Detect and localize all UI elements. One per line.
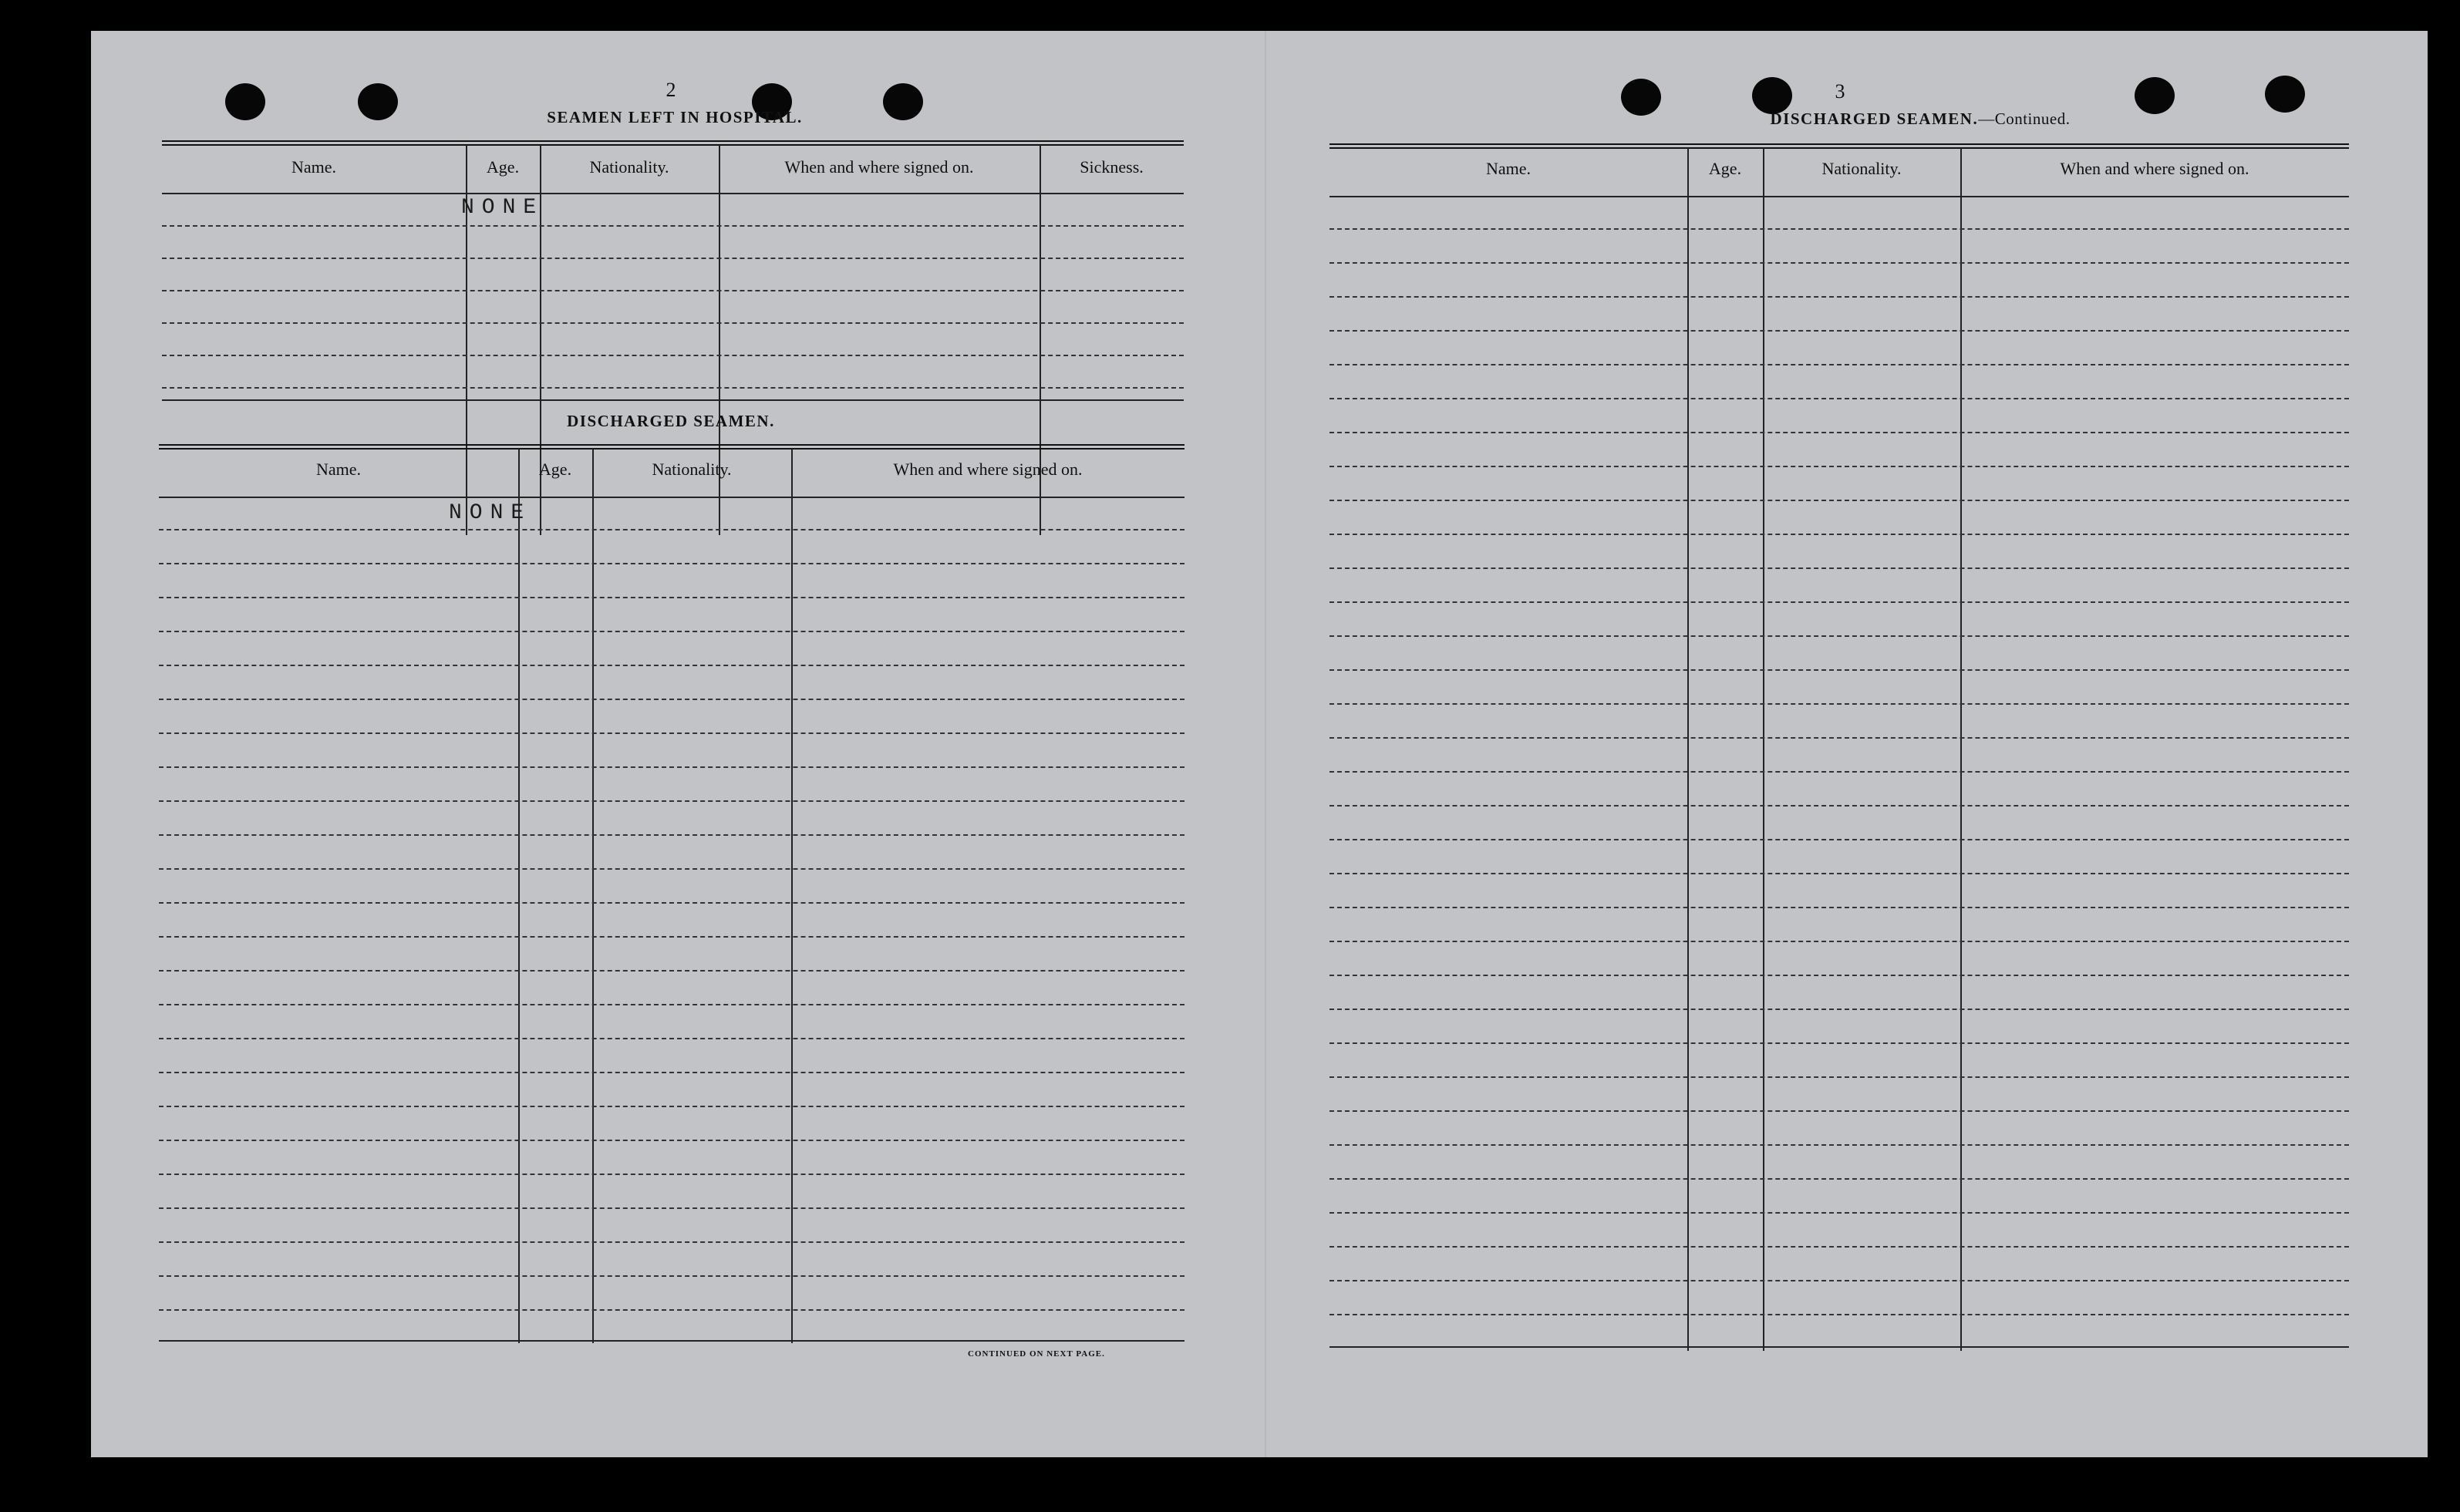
punch-hole	[2265, 76, 2305, 113]
table-row	[159, 1174, 1185, 1175]
table-row	[159, 834, 1185, 836]
table-row	[162, 322, 1184, 324]
table-row	[1329, 364, 2349, 365]
table-row	[159, 563, 1185, 564]
page-number: 2	[666, 79, 676, 101]
table-row	[159, 1275, 1185, 1277]
table-row	[162, 225, 1184, 227]
table-row	[159, 800, 1185, 802]
col-header-age: Age.	[1708, 159, 1742, 178]
table-row	[1329, 1246, 2349, 1248]
table-row	[159, 665, 1185, 666]
col-header-age: Age.	[486, 157, 520, 177]
table-row	[1329, 839, 2349, 840]
table-row	[1329, 296, 2349, 298]
table-row	[159, 1106, 1185, 1107]
table-row	[1329, 941, 2349, 942]
col-header-signed-on: When and where signed on.	[784, 157, 974, 177]
col-header-signed-on: When and where signed on.	[2060, 159, 2249, 178]
table-row	[1329, 1280, 2349, 1281]
table-row	[159, 902, 1185, 904]
table-row	[1329, 601, 2349, 603]
punch-hole	[2135, 77, 2175, 114]
table-row	[1329, 1110, 2349, 1112]
col-header-age: Age.	[538, 460, 572, 479]
col-header-name: Name.	[291, 157, 337, 177]
table-row	[1329, 262, 2349, 264]
table-row	[159, 1004, 1185, 1005]
table-row	[159, 1241, 1185, 1243]
punch-hole	[1752, 77, 1792, 114]
hospital-section-title: SEAMEN LEFT IN HOSPITAL.	[547, 108, 803, 126]
col-header-nationality: Nationality.	[652, 460, 732, 479]
punch-hole	[1621, 79, 1661, 116]
table-row	[1329, 1042, 2349, 1044]
table-row	[159, 766, 1185, 768]
table-row	[1329, 975, 2349, 976]
discharged-section-title: DISCHARGED SEAMEN.	[567, 412, 775, 430]
table-row	[159, 970, 1185, 972]
col-header-name: Name.	[315, 460, 362, 479]
table-row	[1329, 534, 2349, 535]
table-row	[1329, 1178, 2349, 1180]
table-row	[1329, 567, 2349, 569]
page-fold	[1265, 31, 1266, 1457]
discharged-table-right	[1329, 143, 2349, 1352]
table-row	[162, 387, 1184, 389]
table-row	[159, 936, 1185, 938]
discharged-continued-title-main: DISCHARGED SEAMEN.	[1770, 109, 1979, 128]
punch-hole	[225, 83, 265, 120]
table-row	[162, 258, 1184, 259]
col-header-name: Name.	[1485, 159, 1532, 178]
table-row	[1329, 669, 2349, 671]
table-row	[1329, 1009, 2349, 1010]
punch-hole	[358, 83, 398, 120]
table-row	[1329, 398, 2349, 399]
hospital-table	[162, 140, 1184, 402]
table-row	[162, 290, 1184, 291]
table-row	[159, 1038, 1185, 1039]
table-row	[1329, 1076, 2349, 1078]
table-row	[1329, 771, 2349, 773]
table-row	[159, 529, 1185, 530]
table-row	[1329, 1314, 2349, 1315]
table-row	[159, 732, 1185, 734]
table-row	[1329, 500, 2349, 501]
table-row	[159, 597, 1185, 598]
discharged-entry-none: NONE	[449, 501, 532, 525]
table-row	[159, 1207, 1185, 1209]
table-row	[159, 1072, 1185, 1073]
table-row	[159, 868, 1185, 870]
col-header-nationality: Nationality.	[1821, 159, 1902, 178]
table-row	[1329, 703, 2349, 705]
col-header-nationality: Nationality.	[589, 157, 669, 177]
table-row	[162, 355, 1184, 356]
table-row	[1329, 873, 2349, 874]
table-row	[1329, 1212, 2349, 1214]
discharged-table-left	[159, 444, 1185, 1346]
table-row	[1329, 907, 2349, 908]
table-row	[1329, 635, 2349, 637]
table-row	[1329, 1144, 2349, 1146]
continued-note: CONTINUED ON NEXT PAGE.	[968, 1349, 1105, 1359]
discharged-continued-title	[1658, 109, 2182, 129]
table-row	[1329, 228, 2349, 230]
table-row	[159, 1309, 1185, 1311]
page-number: 3	[1835, 80, 1845, 103]
table-row	[1329, 737, 2349, 739]
hospital-entry-none: NONE	[461, 196, 544, 220]
table-row	[1329, 466, 2349, 467]
table-row	[1329, 330, 2349, 332]
table-row	[1329, 805, 2349, 807]
table-row	[159, 1140, 1185, 1141]
table-row	[1329, 432, 2349, 433]
discharged-continued-suffix: —Continued.	[1978, 109, 2071, 128]
table-row	[159, 699, 1185, 700]
col-header-sickness: Sickness.	[1080, 157, 1144, 177]
table-row	[159, 631, 1185, 632]
col-header-signed-on: When and where signed on.	[893, 460, 1083, 479]
